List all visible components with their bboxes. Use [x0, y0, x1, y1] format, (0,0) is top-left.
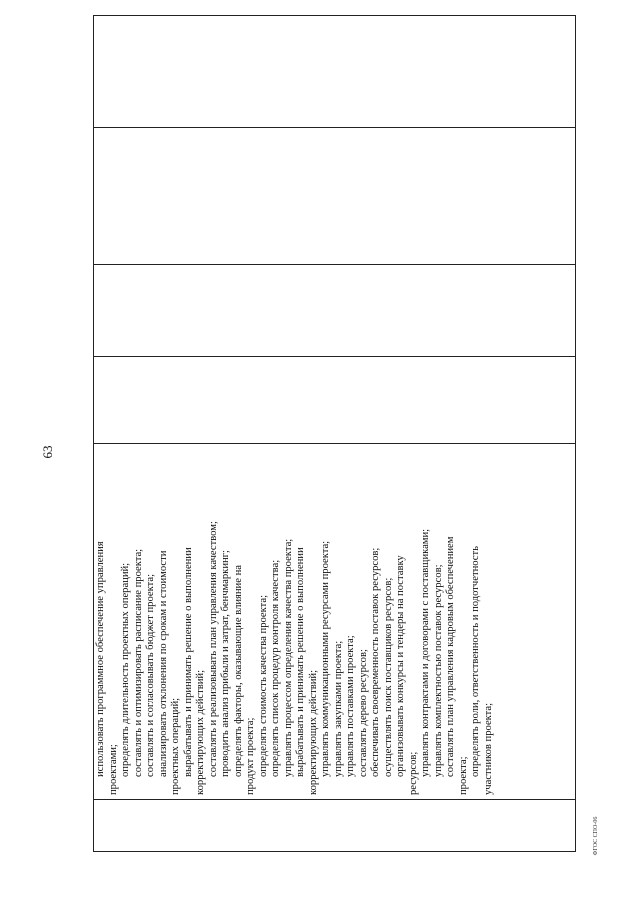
table-column-discipline — [94, 127, 575, 264]
requirement-line: корректирующих действий; — [307, 669, 319, 795]
requirement-line: управлять контрактами и договорами с поставщиками; — [420, 528, 431, 777]
requirement-line: организовывать конкурсы и тендеры на поставку — [395, 555, 406, 777]
requirement-line: проектами; — [107, 744, 119, 795]
requirement-line: составлять план управления кадровым обеспечением — [445, 536, 456, 777]
requirement-line: определять роли, ответственность и подотчетность — [470, 546, 481, 777]
requirement-line: составлять и оптимизировать расписание проекта; — [132, 548, 144, 777]
requirement-line: корректирующих действий; — [195, 669, 206, 795]
requirement-line: проектных операций; — [170, 697, 181, 795]
requirement-line: обеспечивать своевременность поставок ресурсов; — [370, 547, 381, 777]
requirement-line: проводить анализ прибыли и затрат, бенчмаркинг; — [220, 550, 231, 777]
requirement-line: составлять дерево ресурсов; — [357, 649, 369, 777]
requirement-line: управлять закупками проекта; — [332, 640, 344, 777]
table-column-competencies — [94, 16, 575, 127]
requirement-line: составлять и согласовывать бюджет проекта; — [145, 573, 156, 777]
requirement-line: определять длительность проектных операций; — [120, 562, 131, 777]
requirement-line: осуществлять поиск поставщиков ресурсов; — [382, 577, 394, 777]
requirement-line: использовать программное обеспечение управления — [95, 541, 106, 777]
requirement-line: составлять и реализовывать план управления качеством; — [207, 521, 219, 777]
table-column-code — [94, 799, 575, 851]
requirement-line: ресурсов; — [407, 751, 419, 795]
requirement-line: анализировать отклонения по срокам и стоимости — [157, 550, 169, 777]
requirement-line: проекта; — [457, 756, 469, 795]
requirement-line: определять стоимость качества проекта; — [257, 594, 269, 777]
requirement-line: участников проекта; — [482, 702, 494, 795]
table-column-hours-required — [94, 264, 575, 356]
requirement-line: определять факторы, оказывающие влияние на — [232, 565, 244, 777]
requirements-list — [95, 448, 495, 795]
requirement-line: управлять комплектностью поставок ресурсов; — [432, 564, 444, 777]
table-column-requirements — [94, 443, 575, 799]
requirement-line: вырабатывать и принимать решение о выполнении — [182, 547, 194, 777]
table-column-total-hours — [94, 356, 575, 443]
requirement-line: определять список процедур контроля качества; — [270, 559, 281, 777]
footer-code: ФГОС СПО-06 — [593, 816, 599, 856]
requirement-line: вырабатывать и принимать решение о выполнении — [295, 547, 306, 777]
requirement-line: управлять поставками проекта; — [345, 635, 356, 777]
requirement-line: управлять коммуникационными ресурсами проекта; — [320, 540, 331, 777]
table-container — [93, 15, 576, 852]
requirement-line: продукт проекта; — [245, 717, 256, 795]
requirement-line: управлять процессом определения качества проекта; — [282, 538, 294, 777]
competency-table — [93, 15, 576, 852]
page-number: 63 — [40, 445, 55, 459]
